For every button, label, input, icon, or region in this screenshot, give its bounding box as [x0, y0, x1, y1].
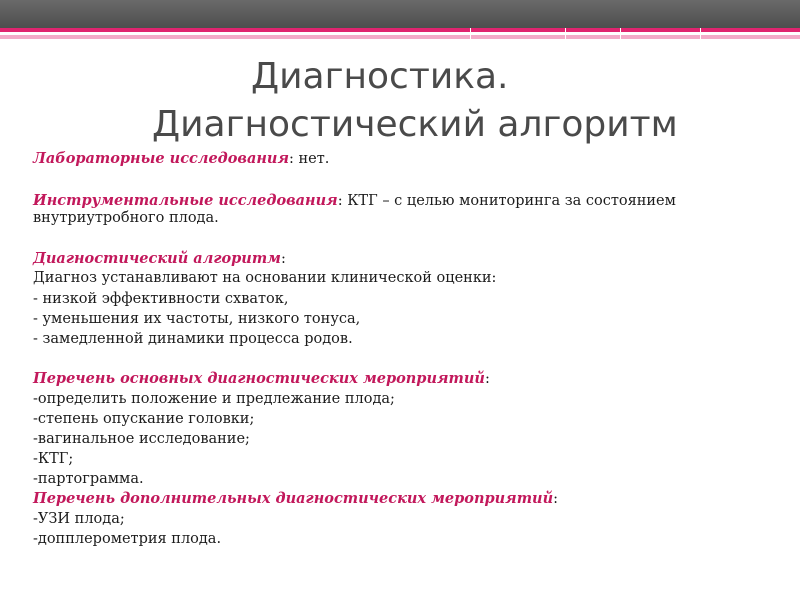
title-line-1: Диагностика.: [251, 56, 509, 97]
stripe-divider: [700, 28, 701, 39]
main-colon: :: [484, 371, 490, 387]
lab-line: [33, 150, 329, 168]
main-heading-line: [33, 370, 490, 388]
list-item: - уменьшения их частоты, низкого тонуса,: [33, 311, 361, 327]
extra-heading: Перечень дополнительных диагностических мероприятий: [33, 490, 554, 507]
list-item: -степень опускание головки;: [33, 411, 255, 427]
stripe-divider: [470, 28, 471, 39]
list-item: -партограмма.: [33, 471, 144, 487]
list-item: - низкой эффективности схваток,: [33, 291, 289, 307]
lab-text: : нет.: [289, 151, 330, 167]
list-item: -УЗИ плода;: [33, 511, 125, 527]
top-decorative-bar: [0, 0, 800, 28]
instr-line: [33, 192, 676, 210]
list-item: -допплерометрия плода.: [33, 531, 222, 547]
list-item: -определить положение и предлежание плода;: [33, 391, 395, 407]
extra-colon: :: [553, 491, 559, 507]
algo-heading: Диагностический алгоритм: [33, 250, 281, 267]
title-line-2: Диагностический алгоритм: [152, 104, 678, 145]
accent-stripe-light: [0, 35, 800, 39]
lab-heading: Лабораторные исследования: [33, 150, 290, 167]
extra-heading-line: [33, 490, 558, 508]
algo-heading-line: [33, 250, 286, 268]
stripe-divider: [620, 28, 621, 39]
instr-text: : КТГ – с целью мониторинга за состоянием: [337, 193, 676, 209]
accent-stripe: [0, 28, 800, 32]
list-item: - замедленной динамики процесса родов.: [33, 331, 353, 347]
list-item: -КТГ;: [33, 451, 74, 467]
stripe-divider: [565, 28, 566, 39]
algo-intro: Диагноз устанавливают на основании клинической оценки:: [33, 270, 497, 286]
algo-colon: :: [280, 251, 286, 267]
main-heading: Перечень основных диагностических мероприятий: [33, 370, 485, 387]
instr-line-2: внутриутробного плода.: [33, 210, 219, 226]
list-item: -вагинальное исследование;: [33, 431, 250, 447]
instr-heading: Инструментальные исследования: [33, 192, 338, 209]
